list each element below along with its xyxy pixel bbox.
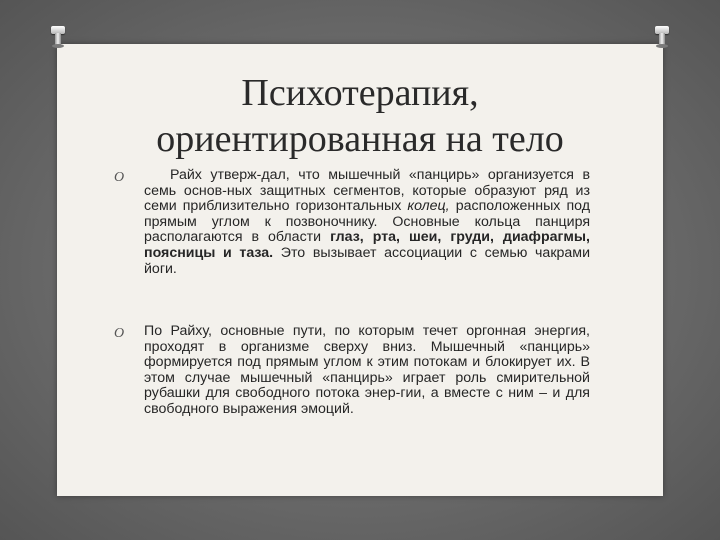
bullet-marker: O	[114, 170, 125, 185]
title-line-2: ориентированная на тело	[156, 118, 564, 160]
slide-title	[57, 70, 663, 162]
pin-icon	[655, 26, 669, 48]
bullet-paragraph-2: По Райху, основные пути, по которым течет оргонная энергия, проходят в организме сверху вниз. Мышечный «панцирь» формируется под прямым углом к этим потокам и блокирует их. В этом случае мышечный «панцирь» играет роль смирительной рубашки для свободного потока энер-гии, а вместе с ним – и для свободного выражения эмоций.	[144, 323, 590, 417]
bullet-paragraph-1: Райх утверж-дал, что мышечный «панцирь» организуется в семь основ-ных защитных сегментов, которые образуют ряд из семи приблизительно горизонтальных колец, расположенных под прямым углом к позвоночнику. Основные кольца панциря располагаются в области глаз, рта, шеи, груди, диафрагмы, поясницы и таза. Это вызывает ассоциации с семью чакрами йоги.	[144, 167, 590, 277]
bullet-marker: O	[114, 326, 125, 341]
pin-icon	[51, 26, 65, 48]
title-line-1: Психотерапия,	[241, 72, 479, 114]
